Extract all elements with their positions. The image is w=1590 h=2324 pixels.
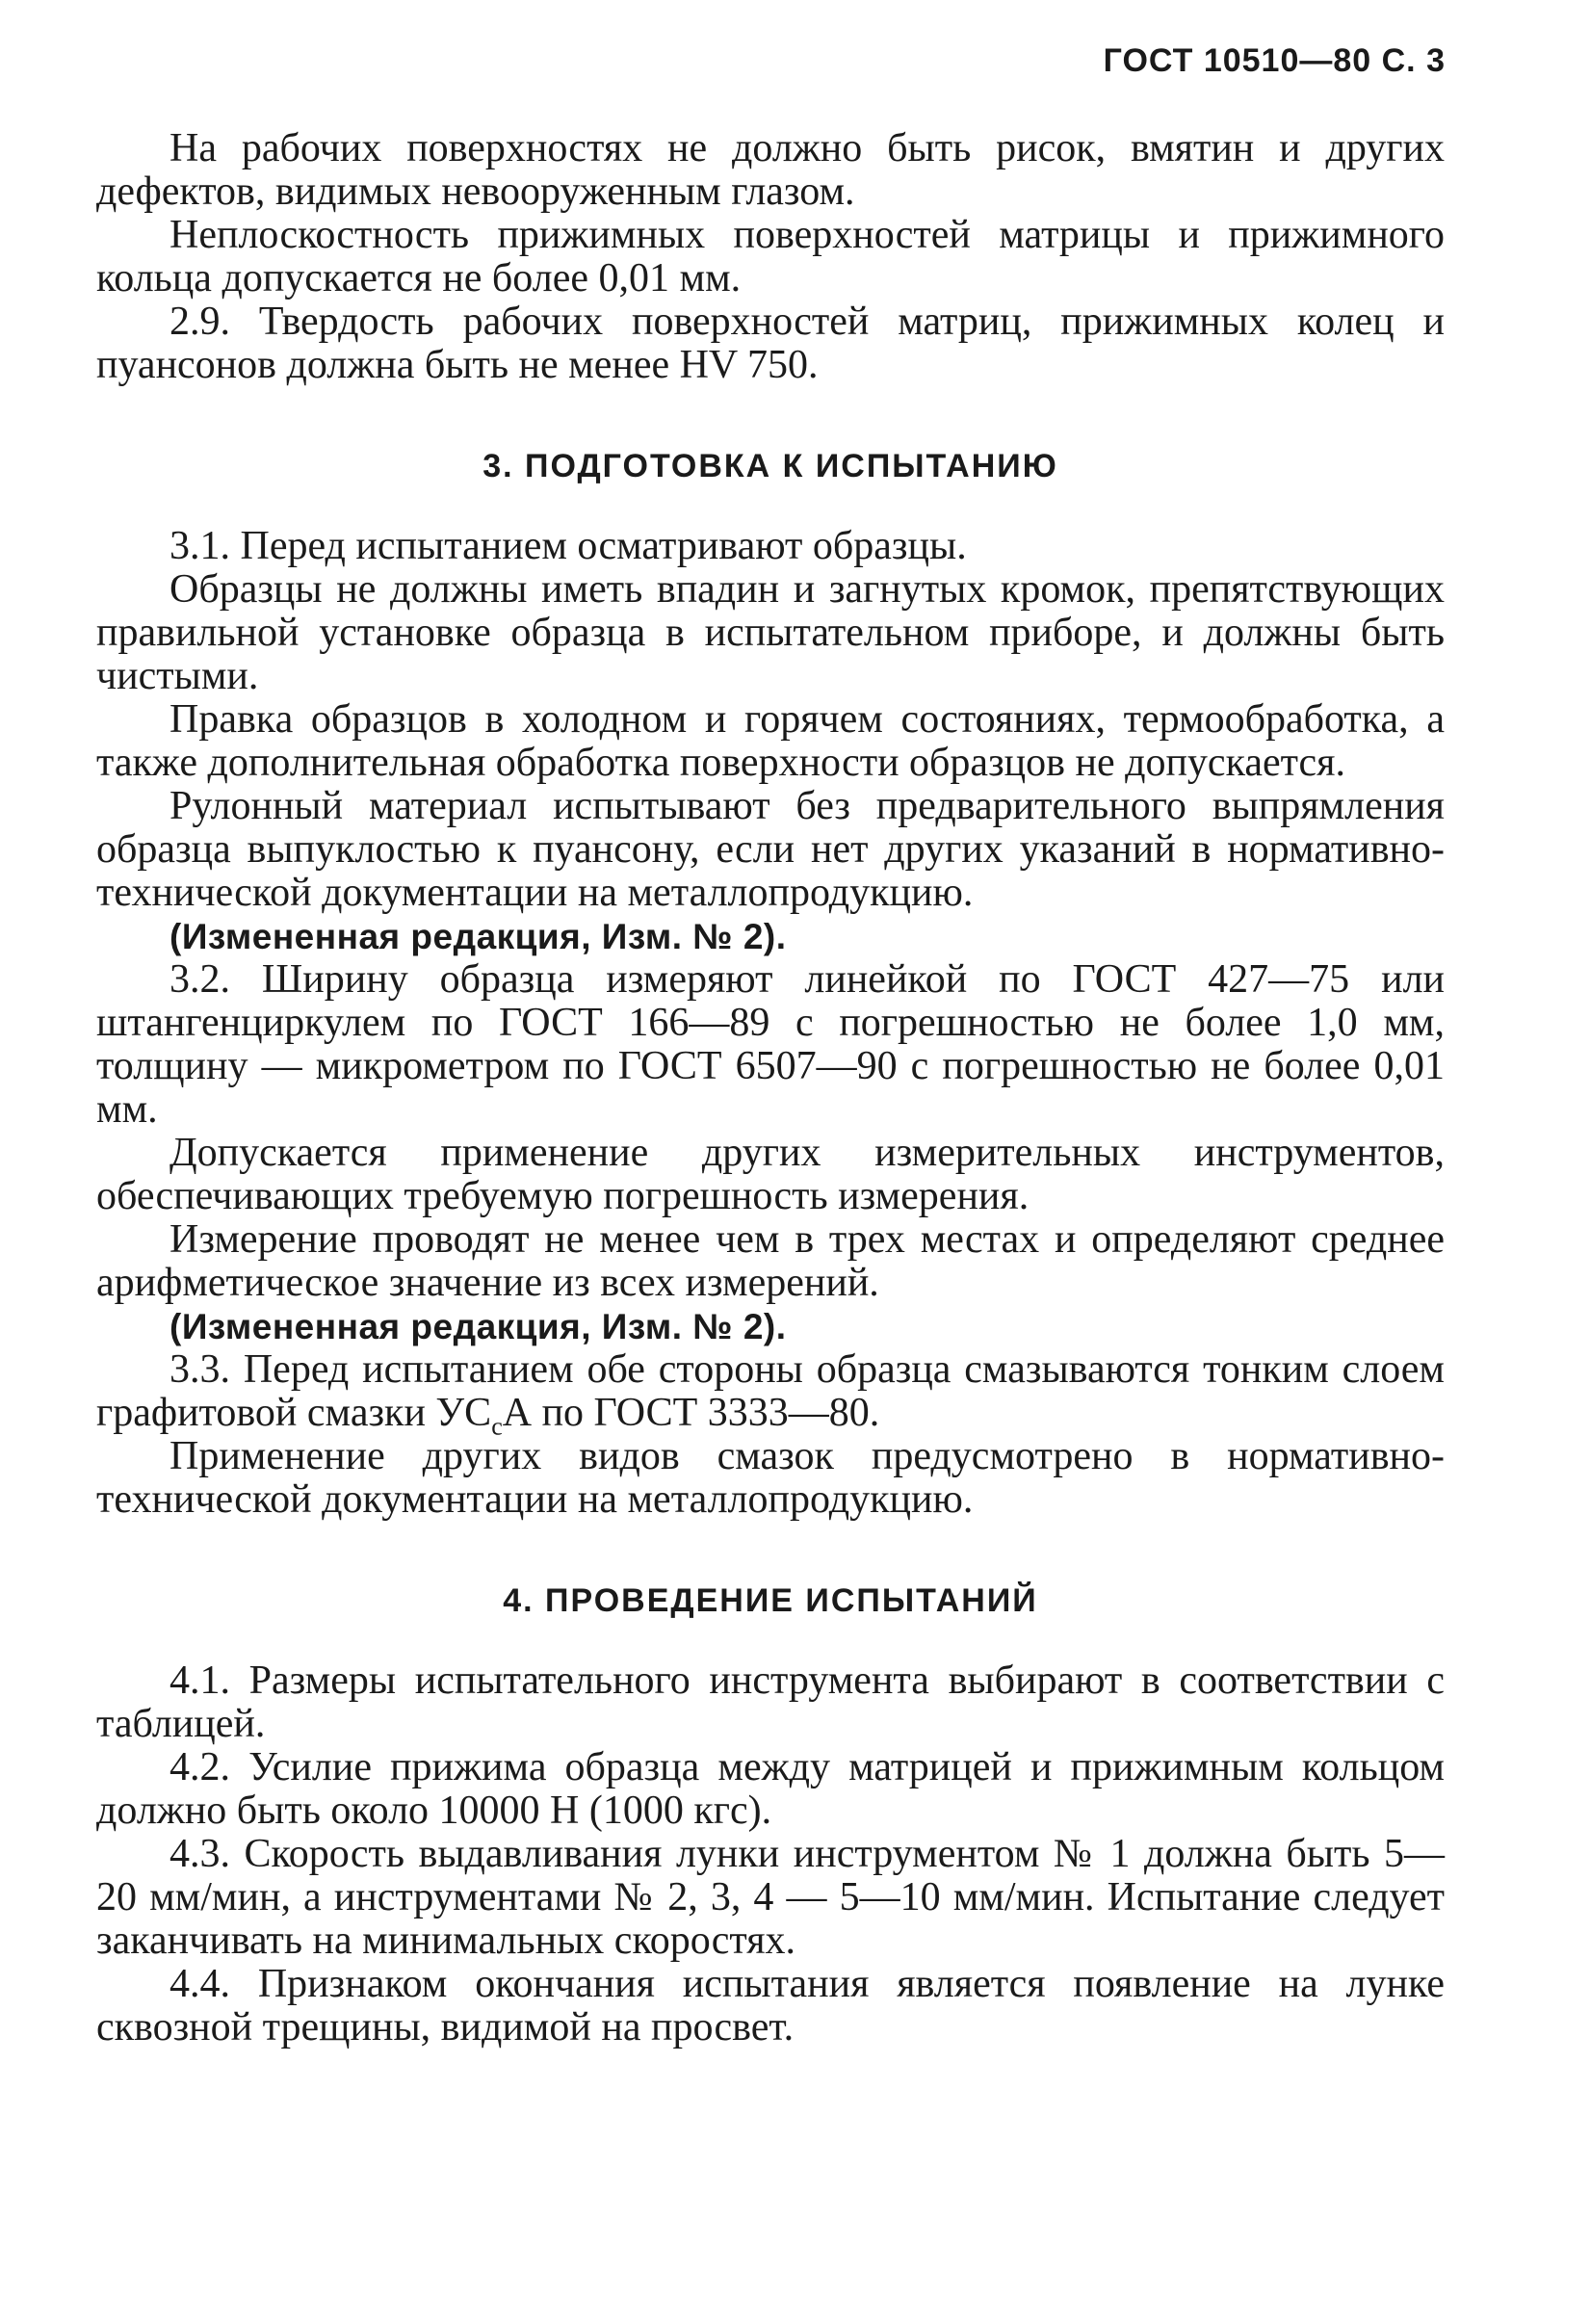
paragraph: 4.3. Скорость выдавливания лунки инструментом № 1 должна быть 5—20 мм/мин, а инструментами № 2, 3, 4 — 5—10 мм/мин. Испытание следует заканчивать на минимальных скоростях. bbox=[96, 1832, 1445, 1963]
paragraph: 3.2. Ширину образца измеряют линейкой по ГОСТ 427—75 или штангенциркулем по ГОСТ 166—89 с погрешностью не более 1,0 мм, толщину — микрометром по ГОСТ 6507—90 с погрешностью не более 0,01 мм. bbox=[96, 957, 1445, 1132]
paragraph: 2.9. Твердость рабочих поверхностей матриц, прижимных колец и пуансонов должна быть не менее HV 750. bbox=[96, 300, 1445, 387]
amendment-note: (Измененная редакция, Изм. № 2). bbox=[169, 1307, 787, 1346]
amendment-note: (Измененная редакция, Изм. № 2). bbox=[169, 917, 787, 956]
subscript: с bbox=[491, 1412, 503, 1441]
paragraph: 4.2. Усилие прижима образца между матрицей и прижимным кольцом должно быть около 10000 Н (1000 кгс). bbox=[96, 1745, 1445, 1833]
paragraph: 3.1. Перед испытанием осматривают образцы. bbox=[169, 524, 967, 568]
paragraph: Применение других видов смазок предусмотрено в нормативно-технической документации на металлопродукцию. bbox=[96, 1434, 1445, 1522]
paragraph: 4.4. Признаком окончания испытания является появление на лунке сквозной трещины, видимой на просвет. bbox=[96, 1962, 1445, 2050]
paragraph: Измерение проводят не менее чем в трех местах и определяют среднее арифметическое значение из всех измерений. bbox=[96, 1217, 1445, 1305]
paragraph: Правка образцов в холодном и горячем состояниях, термообработка, а также дополнительная обработка поверхности образцов не допускается. bbox=[96, 697, 1445, 785]
paragraph-text: А по ГОСТ 3333—80. bbox=[502, 1391, 880, 1435]
paragraph: 4.1. Размеры испытательного инструмента выбирают в соответствии с таблицей. bbox=[96, 1658, 1445, 1746]
paragraph: Допускается применение других измерительных инструментов, обеспечивающих требуемую погрешность измерения. bbox=[96, 1131, 1445, 1218]
paragraph: Образцы не должны иметь впадин и загнутых кромок, препятствующих правильной установке образца в испытательном приборе, и должны быть чистыми. bbox=[96, 567, 1445, 698]
section-4-title: 4. ПРОВЕДЕНИЕ ИСПЫТАНИЙ bbox=[503, 1582, 1038, 1619]
document-body bbox=[96, 127, 1445, 2050]
paragraph: Неплоскостность прижимных поверхностей матрицы и прижимного кольца допускается не более 0,01 мм. bbox=[96, 213, 1445, 300]
paragraph: Рулонный материал испытывают без предварительного выпрямления образца выпуклостью к пуансону, если нет других указаний в нормативно-технической документации на металлопродукцию. bbox=[96, 784, 1445, 915]
paragraph-text: 3.3. Перед испытанием обе стороны образца смазываются тонким слоем графитовой смазки УС bbox=[96, 1347, 1445, 1435]
page-header: ГОСТ 10510—80 С. 3 bbox=[1103, 42, 1446, 79]
paragraph-lubricant bbox=[96, 1347, 1445, 1441]
section-3-title: 3. ПОДГОТОВКА К ИСПЫТАНИЮ bbox=[482, 448, 1058, 484]
paragraph: На рабочих поверхностях не должно быть рисок, вмятин и других дефектов, видимых невооруженным глазом. bbox=[96, 126, 1445, 214]
